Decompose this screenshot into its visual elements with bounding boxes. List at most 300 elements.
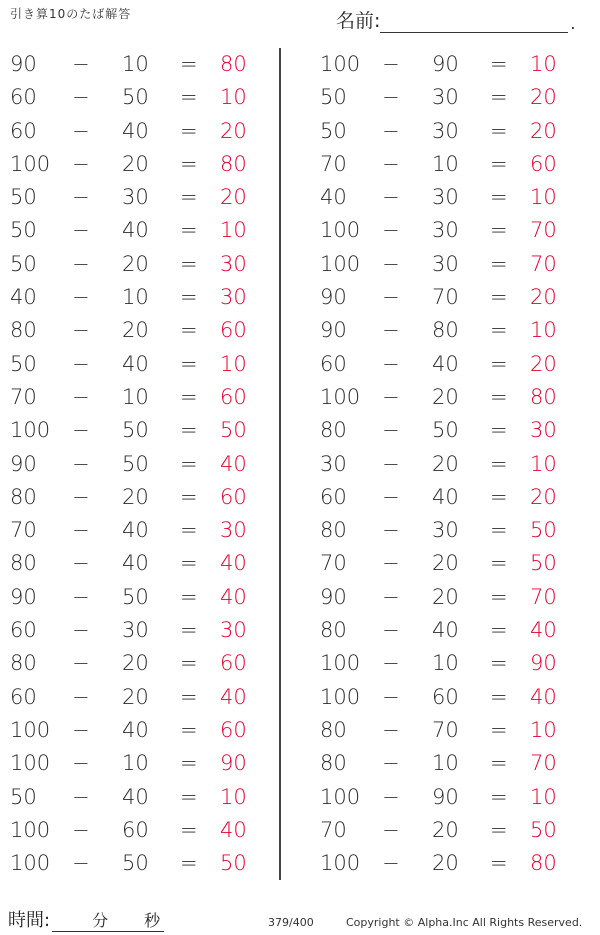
subtrahend: 40 (432, 618, 459, 643)
problem-row (0, 81, 270, 114)
problem-row (0, 115, 270, 148)
equals-sign: = (180, 118, 198, 143)
subtrahend: 40 (122, 551, 149, 576)
subtrahend: 90 (432, 784, 459, 809)
minuend: 80 (10, 318, 37, 343)
equals-sign: = (490, 118, 508, 143)
minus-sign: − (72, 651, 90, 676)
equals-sign: = (180, 251, 198, 276)
answer: 10 (220, 218, 247, 243)
answer: 30 (530, 418, 557, 443)
subtrahend: 80 (432, 318, 459, 343)
subtrahend: 20 (432, 851, 459, 876)
minus-sign: − (382, 151, 400, 176)
answer: 50 (530, 551, 557, 576)
subtrahend: 20 (122, 484, 149, 509)
minuend: 40 (320, 185, 347, 210)
answer: 70 (530, 584, 557, 609)
minus-sign: − (382, 518, 400, 543)
answer: 50 (530, 518, 557, 543)
problem-row (310, 448, 580, 481)
problem-row (0, 581, 270, 614)
answer: 70 (530, 251, 557, 276)
equals-sign: = (490, 318, 508, 343)
minus-sign: − (382, 851, 400, 876)
minus-sign: − (382, 418, 400, 443)
answer: 20 (530, 285, 557, 310)
minuend: 50 (320, 85, 347, 110)
equals-sign: = (180, 318, 198, 343)
problem-row (0, 348, 270, 381)
answer: 40 (220, 451, 247, 476)
minus-sign: − (72, 384, 90, 409)
answer: 60 (530, 151, 557, 176)
time-blank-line (52, 909, 164, 932)
subtrahend: 40 (122, 518, 149, 543)
problem-row (0, 248, 270, 281)
minus-sign: − (382, 618, 400, 643)
equals-sign: = (180, 418, 198, 443)
subtrahend: 50 (122, 451, 149, 476)
answer: 40 (220, 584, 247, 609)
subtrahend: 50 (122, 584, 149, 609)
minus-sign: − (382, 251, 400, 276)
minuend: 100 (320, 218, 361, 243)
subtrahend: 20 (432, 817, 459, 842)
problem-row (0, 714, 270, 747)
minuend: 30 (320, 451, 347, 476)
answer: 10 (530, 717, 557, 742)
seconds-unit: 秒 (144, 911, 161, 930)
subtrahend: 30 (432, 518, 459, 543)
equals-sign: = (490, 551, 508, 576)
minus-sign: − (382, 218, 400, 243)
subtrahend: 30 (122, 618, 149, 643)
subtrahend: 40 (432, 351, 459, 376)
answer: 90 (530, 651, 557, 676)
answer: 80 (530, 384, 557, 409)
minuend: 80 (10, 484, 37, 509)
minus-sign: − (382, 85, 400, 110)
equals-sign: = (180, 151, 198, 176)
minus-sign: − (72, 318, 90, 343)
problem-row (310, 348, 580, 381)
problem-row (0, 747, 270, 780)
equals-sign: = (180, 784, 198, 809)
equals-sign: = (180, 85, 198, 110)
name-field (336, 6, 576, 33)
answer: 20 (530, 351, 557, 376)
equals-sign: = (490, 251, 508, 276)
minuend: 80 (320, 751, 347, 776)
problem-row (310, 181, 580, 214)
minuend: 100 (10, 817, 51, 842)
answer: 10 (220, 85, 247, 110)
worksheet-subtitle: 引き算10のたば解答 (10, 7, 132, 21)
minuend: 100 (320, 384, 361, 409)
equals-sign: = (490, 351, 508, 376)
time-field (8, 906, 164, 932)
minuend: 40 (10, 285, 37, 310)
minus-sign: − (72, 52, 90, 76)
minuend: 50 (10, 251, 37, 276)
answer: 10 (530, 451, 557, 476)
minus-sign: − (72, 451, 90, 476)
problem-row (0, 281, 270, 314)
subtrahend: 40 (122, 118, 149, 143)
subtrahend: 40 (122, 717, 149, 742)
answer: 60 (220, 484, 247, 509)
minus-sign: − (72, 285, 90, 310)
answer: 50 (220, 418, 247, 443)
problem-row (0, 214, 270, 247)
problem-row (310, 681, 580, 714)
subtrahend: 20 (122, 318, 149, 343)
problem-row (0, 48, 270, 81)
minuend: 70 (320, 151, 347, 176)
problem-row (310, 248, 580, 281)
column-divider (279, 48, 281, 880)
problem-row (310, 647, 580, 680)
answer: 20 (220, 185, 247, 210)
answer: 90 (220, 751, 247, 776)
minus-sign: − (72, 518, 90, 543)
subtrahend: 10 (122, 384, 149, 409)
equals-sign: = (490, 817, 508, 842)
minuend: 70 (10, 518, 37, 543)
minus-sign: − (382, 717, 400, 742)
minuend: 100 (320, 684, 361, 709)
minus-sign: − (382, 285, 400, 310)
answer: 20 (530, 484, 557, 509)
problem-row (0, 181, 270, 214)
problem-row (0, 314, 270, 347)
equals-sign: = (490, 784, 508, 809)
subtrahend: 60 (122, 817, 149, 842)
answer: 60 (220, 318, 247, 343)
equals-sign: = (180, 218, 198, 243)
equals-sign: = (180, 817, 198, 842)
subtrahend: 20 (432, 451, 459, 476)
subtrahend: 10 (432, 651, 459, 676)
equals-sign: = (180, 384, 198, 409)
minuend: 100 (10, 851, 51, 876)
problem-row (310, 414, 580, 447)
equals-sign: = (180, 684, 198, 709)
minuend: 90 (320, 584, 347, 609)
minus-sign: − (382, 817, 400, 842)
minus-sign: − (72, 351, 90, 376)
equals-sign: = (490, 518, 508, 543)
answer: 40 (530, 618, 557, 643)
minuend: 70 (320, 817, 347, 842)
answer: 40 (220, 551, 247, 576)
minuend: 80 (320, 518, 347, 543)
answer: 10 (530, 185, 557, 210)
subtrahend: 60 (432, 684, 459, 709)
minus-sign: − (382, 451, 400, 476)
subtrahend: 40 (122, 351, 149, 376)
subtrahend: 30 (432, 185, 459, 210)
minuend: 80 (320, 618, 347, 643)
minuend: 60 (10, 85, 37, 110)
equals-sign: = (490, 285, 508, 310)
equals-sign: = (180, 185, 198, 210)
name-blank-line (380, 12, 568, 33)
answer: 80 (220, 151, 247, 176)
minus-sign: − (72, 784, 90, 809)
answer: 70 (530, 751, 557, 776)
subtrahend: 50 (122, 85, 149, 110)
minus-sign: − (382, 651, 400, 676)
equals-sign: = (490, 751, 508, 776)
problem-row (310, 547, 580, 580)
problem-row (310, 281, 580, 314)
problem-row (0, 448, 270, 481)
problem-row (0, 847, 270, 880)
answer: 30 (220, 251, 247, 276)
problem-row (310, 148, 580, 181)
minuend: 70 (320, 551, 347, 576)
problem-row (310, 514, 580, 547)
minus-sign: − (382, 584, 400, 609)
minuend: 80 (320, 717, 347, 742)
minus-sign: − (72, 851, 90, 876)
problem-row (0, 647, 270, 680)
problem-row (310, 781, 580, 814)
answer: 10 (220, 351, 247, 376)
problem-row (310, 214, 580, 247)
equals-sign: = (490, 384, 508, 409)
problem-row (0, 781, 270, 814)
problem-row (310, 481, 580, 514)
equals-sign: = (180, 717, 198, 742)
equals-sign: = (180, 351, 198, 376)
minus-sign: − (382, 351, 400, 376)
equals-sign: = (180, 618, 198, 643)
answer: 70 (530, 218, 557, 243)
equals-sign: = (490, 684, 508, 709)
problem-row (310, 314, 580, 347)
equals-sign: = (490, 651, 508, 676)
minuend: 80 (10, 551, 37, 576)
answer: 10 (530, 318, 557, 343)
equals-sign: = (490, 717, 508, 742)
problem-row (0, 814, 270, 847)
minuend: 80 (320, 418, 347, 443)
minus-sign: − (72, 717, 90, 742)
equals-sign: = (490, 85, 508, 110)
problem-row (0, 414, 270, 447)
minuend: 60 (10, 118, 37, 143)
minuend: 100 (10, 751, 51, 776)
minus-sign: − (382, 118, 400, 143)
minus-sign: − (72, 218, 90, 243)
minus-sign: − (72, 584, 90, 609)
equals-sign: = (490, 151, 508, 176)
minuend: 50 (10, 351, 37, 376)
minuend: 60 (10, 684, 37, 709)
equals-sign: = (490, 185, 508, 210)
minus-sign: − (72, 185, 90, 210)
answer: 10 (530, 784, 557, 809)
subtrahend: 30 (432, 218, 459, 243)
subtrahend: 20 (432, 551, 459, 576)
minus-sign: − (382, 484, 400, 509)
minuend: 90 (10, 584, 37, 609)
subtrahend: 30 (432, 85, 459, 110)
subtrahend: 70 (432, 717, 459, 742)
minus-sign: − (72, 484, 90, 509)
minuend: 60 (10, 618, 37, 643)
minutes-unit: 分 (92, 911, 109, 930)
minus-sign: − (382, 551, 400, 576)
problem-row (0, 514, 270, 547)
answer: 60 (220, 651, 247, 676)
minus-sign: − (72, 551, 90, 576)
answer: 80 (220, 52, 247, 76)
minus-sign: − (382, 384, 400, 409)
minus-sign: − (382, 185, 400, 210)
answer: 10 (530, 52, 557, 76)
minuend: 100 (320, 784, 361, 809)
problem-row (0, 148, 270, 181)
minuend: 100 (320, 251, 361, 276)
equals-sign: = (180, 851, 198, 876)
minuend: 100 (320, 52, 361, 76)
minus-sign: − (382, 784, 400, 809)
minuend: 100 (10, 717, 51, 742)
minuend: 90 (320, 285, 347, 310)
minuend: 80 (10, 651, 37, 676)
answer: 30 (220, 618, 247, 643)
equals-sign: = (180, 518, 198, 543)
subtrahend: 10 (432, 751, 459, 776)
minuend: 60 (320, 484, 347, 509)
name-end-mark: . (570, 14, 576, 33)
minus-sign: − (72, 618, 90, 643)
subtrahend: 70 (432, 285, 459, 310)
equals-sign: = (180, 451, 198, 476)
minus-sign: − (72, 85, 90, 110)
subtrahend: 10 (122, 751, 149, 776)
answer: 10 (220, 784, 247, 809)
minuend: 50 (320, 118, 347, 143)
minuend: 90 (10, 52, 37, 76)
subtrahend: 20 (432, 584, 459, 609)
minus-sign: − (72, 118, 90, 143)
problem-row (0, 381, 270, 414)
minus-sign: − (72, 817, 90, 842)
right-problem-column (310, 48, 580, 880)
equals-sign: = (490, 451, 508, 476)
time-label: 時間: (8, 910, 51, 931)
equals-sign: = (180, 751, 198, 776)
minuend: 100 (10, 418, 51, 443)
minuend: 100 (320, 851, 361, 876)
subtrahend: 40 (122, 784, 149, 809)
subtrahend: 20 (122, 684, 149, 709)
equals-sign: = (180, 584, 198, 609)
problem-row (310, 381, 580, 414)
subtrahend: 50 (122, 418, 149, 443)
equals-sign: = (490, 618, 508, 643)
equals-sign: = (490, 851, 508, 876)
answer: 50 (220, 851, 247, 876)
answer: 20 (530, 118, 557, 143)
answer: 60 (220, 717, 247, 742)
left-problem-column (0, 48, 270, 880)
answer: 50 (530, 817, 557, 842)
subtrahend: 90 (432, 52, 459, 76)
minus-sign: − (382, 751, 400, 776)
problem-row (310, 614, 580, 647)
answer: 20 (220, 118, 247, 143)
answer: 40 (220, 684, 247, 709)
minuend: 100 (10, 151, 51, 176)
minus-sign: − (382, 318, 400, 343)
name-label: 名前: (336, 10, 381, 32)
copyright-notice: Copyright © Alpha.Inc All Rights Reserved. (346, 916, 583, 929)
subtrahend: 40 (122, 218, 149, 243)
equals-sign: = (180, 551, 198, 576)
problem-row (310, 814, 580, 847)
answer: 80 (530, 851, 557, 876)
equals-sign: = (490, 418, 508, 443)
minus-sign: − (72, 751, 90, 776)
subtrahend: 10 (122, 52, 149, 76)
minuend: 90 (320, 318, 347, 343)
equals-sign: = (180, 52, 198, 76)
problem-row (0, 547, 270, 580)
answer: 30 (220, 285, 247, 310)
minuend: 70 (10, 384, 37, 409)
problem-row (0, 481, 270, 514)
equals-sign: = (490, 218, 508, 243)
problem-row (310, 81, 580, 114)
minus-sign: − (72, 251, 90, 276)
problem-row (310, 48, 580, 81)
minuend: 50 (10, 218, 37, 243)
subtrahend: 10 (122, 285, 149, 310)
problem-row (310, 747, 580, 780)
minuend: 60 (320, 351, 347, 376)
subtrahend: 10 (432, 151, 459, 176)
problem-row (310, 847, 580, 880)
minuend: 50 (10, 784, 37, 809)
equals-sign: = (180, 651, 198, 676)
problem-row (0, 614, 270, 647)
page-number: 379/400 (268, 916, 314, 929)
subtrahend: 30 (122, 185, 149, 210)
minus-sign: − (72, 684, 90, 709)
subtrahend: 20 (122, 651, 149, 676)
subtrahend: 20 (122, 251, 149, 276)
answer: 40 (220, 817, 247, 842)
answer: 20 (530, 85, 557, 110)
subtrahend: 40 (432, 484, 459, 509)
problem-row (310, 581, 580, 614)
answer: 60 (220, 384, 247, 409)
minuend: 50 (10, 185, 37, 210)
equals-sign: = (180, 484, 198, 509)
subtrahend: 20 (122, 151, 149, 176)
minus-sign: − (72, 151, 90, 176)
equals-sign: = (490, 584, 508, 609)
problem-row (310, 714, 580, 747)
subtrahend: 20 (432, 384, 459, 409)
equals-sign: = (490, 52, 508, 76)
